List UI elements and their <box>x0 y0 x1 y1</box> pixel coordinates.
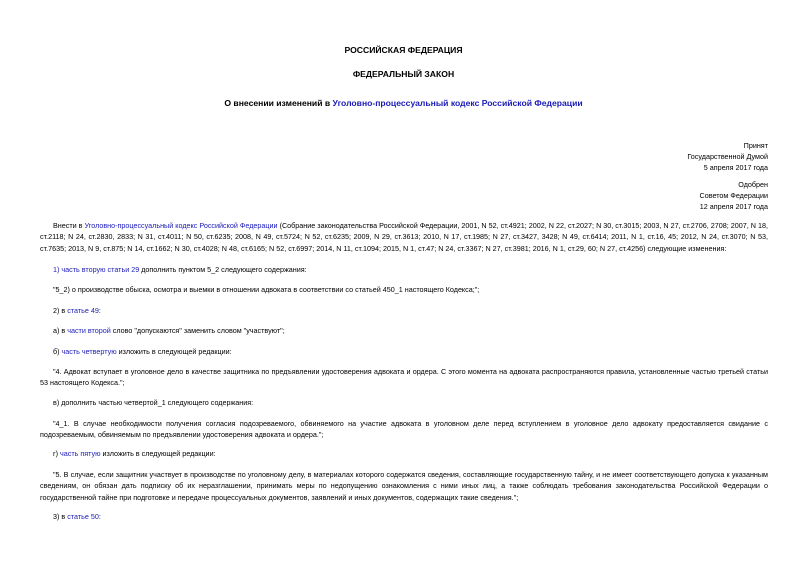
item-3-prefix: 3) в <box>53 512 68 521</box>
item-2b-quote: "4. Адвокат вступает в уголовное дело в качестве защитника по предъявлении удостоверения адвоката и ордера. С этого момента на адвоката распространяются правила, установленные частью третьей статьи 53 настоящего Кодекса."; <box>40 367 768 388</box>
approved-date: 12 апреля 2017 года <box>699 202 768 211</box>
code-link-intro[interactable]: Уголовно-процессуальный кодекс Российской Федерации <box>84 221 278 230</box>
item-3 <box>53 511 101 522</box>
item-1-quote: "5_2) о производстве обыска, осмотра и выемки в отношении адвоката в соответствии со статьей 450_1 настоящего Кодекса;"; <box>53 285 480 294</box>
item-2g-quote: "5. В случае, если защитник участвует в производстве по уголовному делу, в материалах которого содержатся сведения, составляющие государственную тайну, и не имеет соответствующего допуска к указанным сведениям, он обязан дать подписку об их неразглашении, принимать меры по недопущению ознакомления с ними иных лиц, а также соблюдать требования законодательства Российской Федерации о государственной тайне при подготовке и передаче процессуальных документов, заявлений и иных документов, содержащих такие сведения."; <box>40 470 768 502</box>
law-type-heading: ФЕДЕРАЛЬНЫЙ ЗАКОН <box>352 69 455 79</box>
item-2-prefix: 2) в <box>53 306 68 315</box>
item-2b-link[interactable]: часть четвертую <box>61 347 117 356</box>
item-2a-text: слово "допускаются" заменить словом "участвуют"; <box>110 326 285 335</box>
intro-prefix: Внести в <box>53 221 85 230</box>
intro-paragraph <box>40 220 768 254</box>
law-title-prefix: О внесении изменений в <box>224 98 333 108</box>
item-2b-prefix: б) <box>53 347 62 356</box>
item-2g-text: изложить в следующей редакции: <box>100 449 216 458</box>
item-2v: в) дополнить частью четвертой_1 следующего содержания: <box>53 398 254 407</box>
item-2-link[interactable]: статье 49 <box>67 306 99 315</box>
item-2b <box>53 346 232 357</box>
item-2 <box>53 305 101 316</box>
item-1-link[interactable]: 1) часть вторую статьи 29 <box>53 265 140 274</box>
item-2a-link[interactable]: части второй <box>67 326 111 335</box>
item-2g-prefix: г) <box>53 449 61 458</box>
code-link-title[interactable]: Уголовно-процессуальный кодекс Российской Федерации <box>332 98 583 108</box>
item-2-suffix: : <box>98 306 101 315</box>
accepted-label: Принят <box>743 141 768 150</box>
item-2g <box>53 448 216 459</box>
approved-body: Советом Федерации <box>699 191 768 200</box>
item-2a-prefix: а) в <box>53 326 68 335</box>
item-1-text: дополнить пунктом 5_2 следующего содержания: <box>139 265 307 274</box>
item-2b-text: изложить в следующей редакции: <box>116 347 232 356</box>
item-2g-link[interactable]: часть пятую <box>60 449 101 458</box>
item-2a <box>53 325 285 336</box>
law-title <box>0 98 807 109</box>
item-2v-quote: "4_1. В случае необходимости получения согласия подозреваемого, обвиняемого на участие адвоката в уголовном деле перед вступлением в уголовное дело адвокату предоставляется свидание с подозреваемым, обвиняемым по предъявлении удостоверения адвоката и ордера."; <box>40 419 768 440</box>
country-heading: РОССИЙСКАЯ ФЕДЕРАЦИЯ <box>344 45 463 55</box>
accepted-body: Государственной Думой <box>687 152 768 161</box>
approved-label: Одобрен <box>738 180 768 189</box>
item-1 <box>53 264 307 275</box>
item-3-suffix: : <box>98 512 101 521</box>
item-3-link[interactable]: статье 50 <box>67 512 99 521</box>
accepted-date: 5 апреля 2017 года <box>703 163 768 172</box>
intro-rest: (Собрание законодательства Российской Федерации, 2001, N 52, ст.4921; 2002, N 22, ст.2027; N 30, ст.3015; 2003, N 27, ст.2706, 2708; 2007, N 18, ст.2118; N 24, ст.2830, 2833; N 31, ст.4011; N 50, ст.6235; 2008, N 49, ст.5724; N 52, ст.6235; 2009, N 29, ст.3613; 2010, N 17, ст.1985; N 27, ст.3427, 3428; N 49, ст.6414; 2011, N 1, ст.16, 45; 2012, N 24, ст.3070; N 53, ст.7635; 2013, N 9, ст.875; N 14, ст.1662; N 30, ст.4028; N 48, ст.6165; N 52, ст.6997; 2014, N 11, ст.1094; 2015, N 1, ст.47; N 24, ст.3367; N 27, ст.3981; 2016, N 1, ст.29, 60; N 27, ст.4256) следующие изменения: <box>40 221 768 253</box>
